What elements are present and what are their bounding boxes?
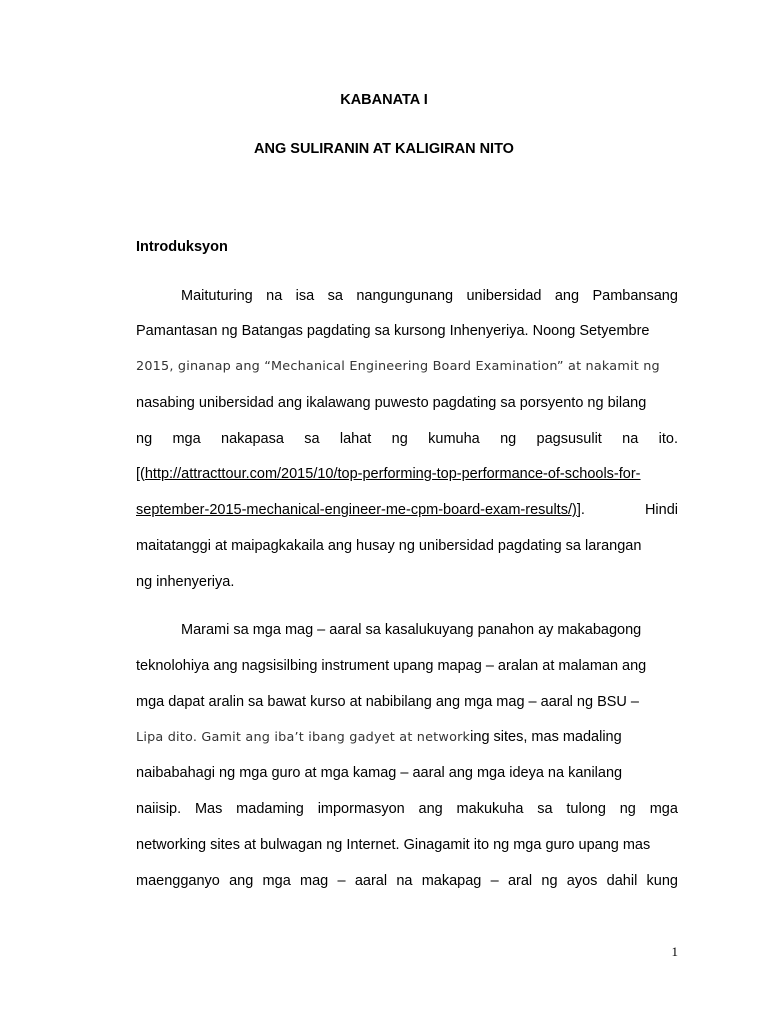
source-link-line-2	[136, 500, 585, 520]
regular-run: ing sites, mas madaling	[470, 729, 622, 745]
paragraph-1-line-4: nasabing unibersidad ang ikalawang puwesto pagdating sa porsyento ng bilang	[136, 395, 647, 411]
word: sa	[537, 801, 553, 817]
word: na	[266, 288, 283, 304]
word: mga	[649, 801, 678, 817]
paragraph-2-line-6	[136, 799, 678, 819]
word: –	[337, 873, 346, 889]
word: ito.	[658, 431, 678, 447]
paragraph-2-line-1: Marami sa mga mag – aaral sa kasalukuyang panahon ay makabagong	[181, 622, 642, 638]
word: ng	[136, 431, 153, 447]
paragraph-1-line-6	[136, 464, 678, 484]
word: makapag	[421, 873, 482, 889]
page-number: 1	[671, 944, 678, 959]
word: ng	[619, 801, 636, 817]
word: na	[622, 431, 639, 447]
chapter-heading: KABANATA I	[340, 92, 428, 108]
word: isa	[295, 288, 315, 304]
word: Pambansang	[592, 288, 678, 304]
word-hindi: Hindi	[644, 502, 678, 518]
word: tulong	[566, 801, 606, 817]
paragraph-2-line-5: naibabahagi ng mga guro at mga kamag – aaral ang mga ideya na kanilang	[136, 765, 623, 781]
word: kung	[646, 873, 678, 889]
word: Mas	[194, 801, 223, 817]
word: ang	[418, 801, 443, 817]
word: mga	[262, 873, 291, 889]
paragraph-1-line-8: maitatanggi at maipagkakaila ang husay ng unibersidad pagdating sa larangan	[136, 538, 642, 554]
word: nakapasa	[221, 431, 284, 447]
bracket-close: ].	[576, 502, 585, 518]
paragraph-1-line-7	[136, 500, 678, 520]
paragraph-2-line-7: networking sites at bulwagan ng Internet. Ginagamit ito ng mga guro upang mas	[136, 837, 651, 853]
paragraph-1-line-9: ng inhenyeriya.	[136, 574, 235, 590]
word: kumuha	[428, 431, 480, 447]
word: na	[396, 873, 413, 889]
paragraph-2-line-3: mga dapat aralin sa bawat kurso at nabibilang ang mga mag – aaral ng BSU –	[136, 694, 639, 710]
word: mag	[300, 873, 329, 889]
source-link-part-1[interactable]: http://attracttour.com/2015/10/top-performing-top-performance-of-schools-for-	[144, 466, 641, 482]
word: ang	[554, 288, 580, 304]
word: pagsusulit	[536, 431, 602, 447]
paragraph-2-line-8	[136, 871, 678, 891]
bracket-open: [(	[136, 466, 145, 482]
word: naiisip.	[136, 801, 182, 817]
word: ang	[229, 873, 254, 889]
paragraph-1-line-3: 2015, ginanap ang “Mechanical Engineering Board Examination” at nakamit ng	[136, 359, 660, 374]
word: aral	[507, 873, 533, 889]
word: makukuha	[456, 801, 524, 817]
word: –	[490, 873, 499, 889]
word: sa	[327, 288, 343, 304]
word: aaral	[354, 873, 388, 889]
paragraph-1-line-1	[181, 286, 678, 306]
paragraph-2-line-2: teknolohiya ang nagsisilbing instrument upang mapag – aralan at malaman ang	[136, 658, 647, 674]
word: ng	[391, 431, 408, 447]
alt-font-run: Lipa dito. Gamit ang iba’t ibang gadyet at network	[136, 730, 471, 745]
word: madaming	[236, 801, 304, 817]
word: ng	[500, 431, 517, 447]
word: unibersidad	[466, 288, 542, 304]
word: lahat	[339, 431, 372, 447]
word: ng	[541, 873, 558, 889]
word: impormasyon	[317, 801, 405, 817]
chapter-title: ANG SULIRANIN AT KALIGIRAN NITO	[254, 141, 514, 157]
paragraph-1-line-5	[136, 429, 678, 449]
word: maengganyo	[136, 873, 220, 889]
section-heading: Introduksyon	[136, 239, 228, 255]
word: ayos	[566, 873, 598, 889]
word: mga	[172, 431, 201, 447]
paragraph-2-line-4	[136, 727, 678, 747]
word: Maituturing	[181, 288, 253, 304]
word: sa	[304, 431, 320, 447]
word: dahil	[606, 873, 638, 889]
source-link-part-2[interactable]: september-2015-mechanical-engineer-me-cpm-board-exam-results/)	[136, 502, 577, 518]
word: nangungunang	[356, 288, 454, 304]
paragraph-1-line-2: Pamantasan ng Batangas pagdating sa kursong Inhenyeriya. Noong Setyembre	[136, 323, 650, 339]
